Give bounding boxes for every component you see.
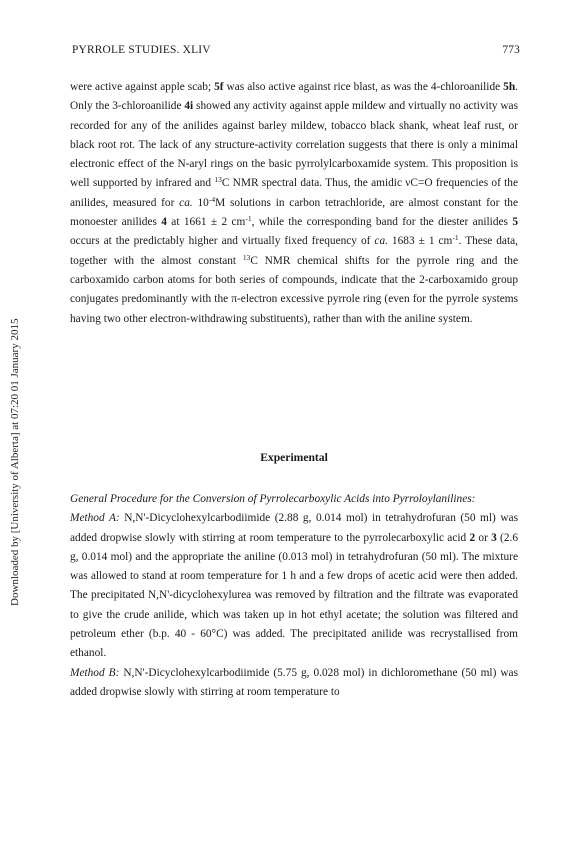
superscript-13: 13 [242, 252, 251, 262]
compound-4i: 4i [184, 100, 194, 113]
superscript-exponent: -4 [208, 194, 216, 204]
intro-paragraph [70, 78, 518, 329]
general-procedure-heading: General Procedure for the Conversion of Pyrrolecarboxylic Acids into Pyrroloylanilines: [70, 493, 476, 505]
method-a-label: Method A: [70, 512, 120, 525]
superscript-cm: -1 [245, 214, 252, 224]
superscript-13: 13 [214, 175, 222, 185]
method-b-label: Method B: [70, 666, 120, 679]
method-a-paragraph: Method A: N,N'-Dicyclohexylcarbodiimide (2.88 g, 0.014 mol) in tetrahydrofuran (50 ml) was added dropwise slowly with stirring at room temperature to the pyrrolecarboxylic acid 2 or 3 (2.6 g, 0.014 mol) and the appropriate the aniline (0.013 mol) in tetrahydrofuran (50 ml). The mixture was allowed to stand at room temperature for 1 h and a few drops of acetic acid were then added. The precipitated N,N'-dicyclohexylurea was removed by filtration and the filtrate was evaporated to give the crude anilide, which was taken up in hot ethyl acetate; the solution was filtered and petroleum ether (b.p. 40 - 60°C) was added. The precipitated anilide was recrystallised from ethanol. [70, 512, 518, 660]
ca-abbreviation: ca. [374, 235, 388, 248]
compound-4: 4 [161, 216, 167, 229]
experimental-section [70, 490, 518, 702]
download-watermark: Downloaded by [University of Alberta] at 07:20 01 January 2015 [9, 318, 21, 606]
running-header [72, 44, 520, 56]
running-title: PYRROLE STUDIES. XLIV [72, 44, 211, 56]
intro-text: were active against apple scab; 5f was also active against rice blast, as was the 4-chloroanilide 5h. Only the 3-chloroanilide 4i showed any activity against apple mildew and virtually no activity was recorded for any of the anilides against barley mildew, tobacco black shank, wheat leaf rust, or black root rot. The lack of any structure-activity correlation suggests that there is only a minimal electronic effect of the N-aryl rings on the basic pyrrolylcarboxamide system. This proposition is well supported by infrared and $^{13}$C NMR spectral data. Thus, the amidic νC=O frequencies of the anilides, measured for ca. $10^{-4}M$ solutions in carbon tetrachloride, are almost constant for the monoester anilides 4 at 1661 ± 2 $cm^{-1}$, while the corresponding band for the diester anilides 5 occurs at the predictably higher and virtually fixed frequency of ca. 1683 ± 1 $cm^{-1}$. These data, together with the almost constant $^{13}$C NMR chemical shifts for the pyrrole ring and the carboxamido carbon atoms for both series of compounds, indicate that the 2-carboxamido group conjugates predominantly with the π-electron excessive pyrrole ring (even for the pyrrole systems having two other electron-withdrawing substituents), rather than with the aniline system. [70, 81, 519, 325]
page-number: 773 [502, 44, 520, 56]
compound-5h: 5h [503, 81, 516, 93]
superscript-cm: -1 [452, 233, 459, 243]
ca-abbreviation: ca. [179, 196, 193, 209]
method-b-paragraph: Method B: N,N'-Dicyclohexylcarbodiimide (5.75 g, 0.028 mol) in dichloromethane (50 ml) was added dropwise slowly with stirring at room temperature to [70, 666, 518, 698]
compound-3: 3 [491, 531, 497, 544]
compound-2: 2 [469, 531, 476, 544]
compound-5: 5 [512, 216, 518, 229]
section-heading: Experimental [260, 451, 328, 464]
compound-5f: 5f [214, 81, 224, 93]
